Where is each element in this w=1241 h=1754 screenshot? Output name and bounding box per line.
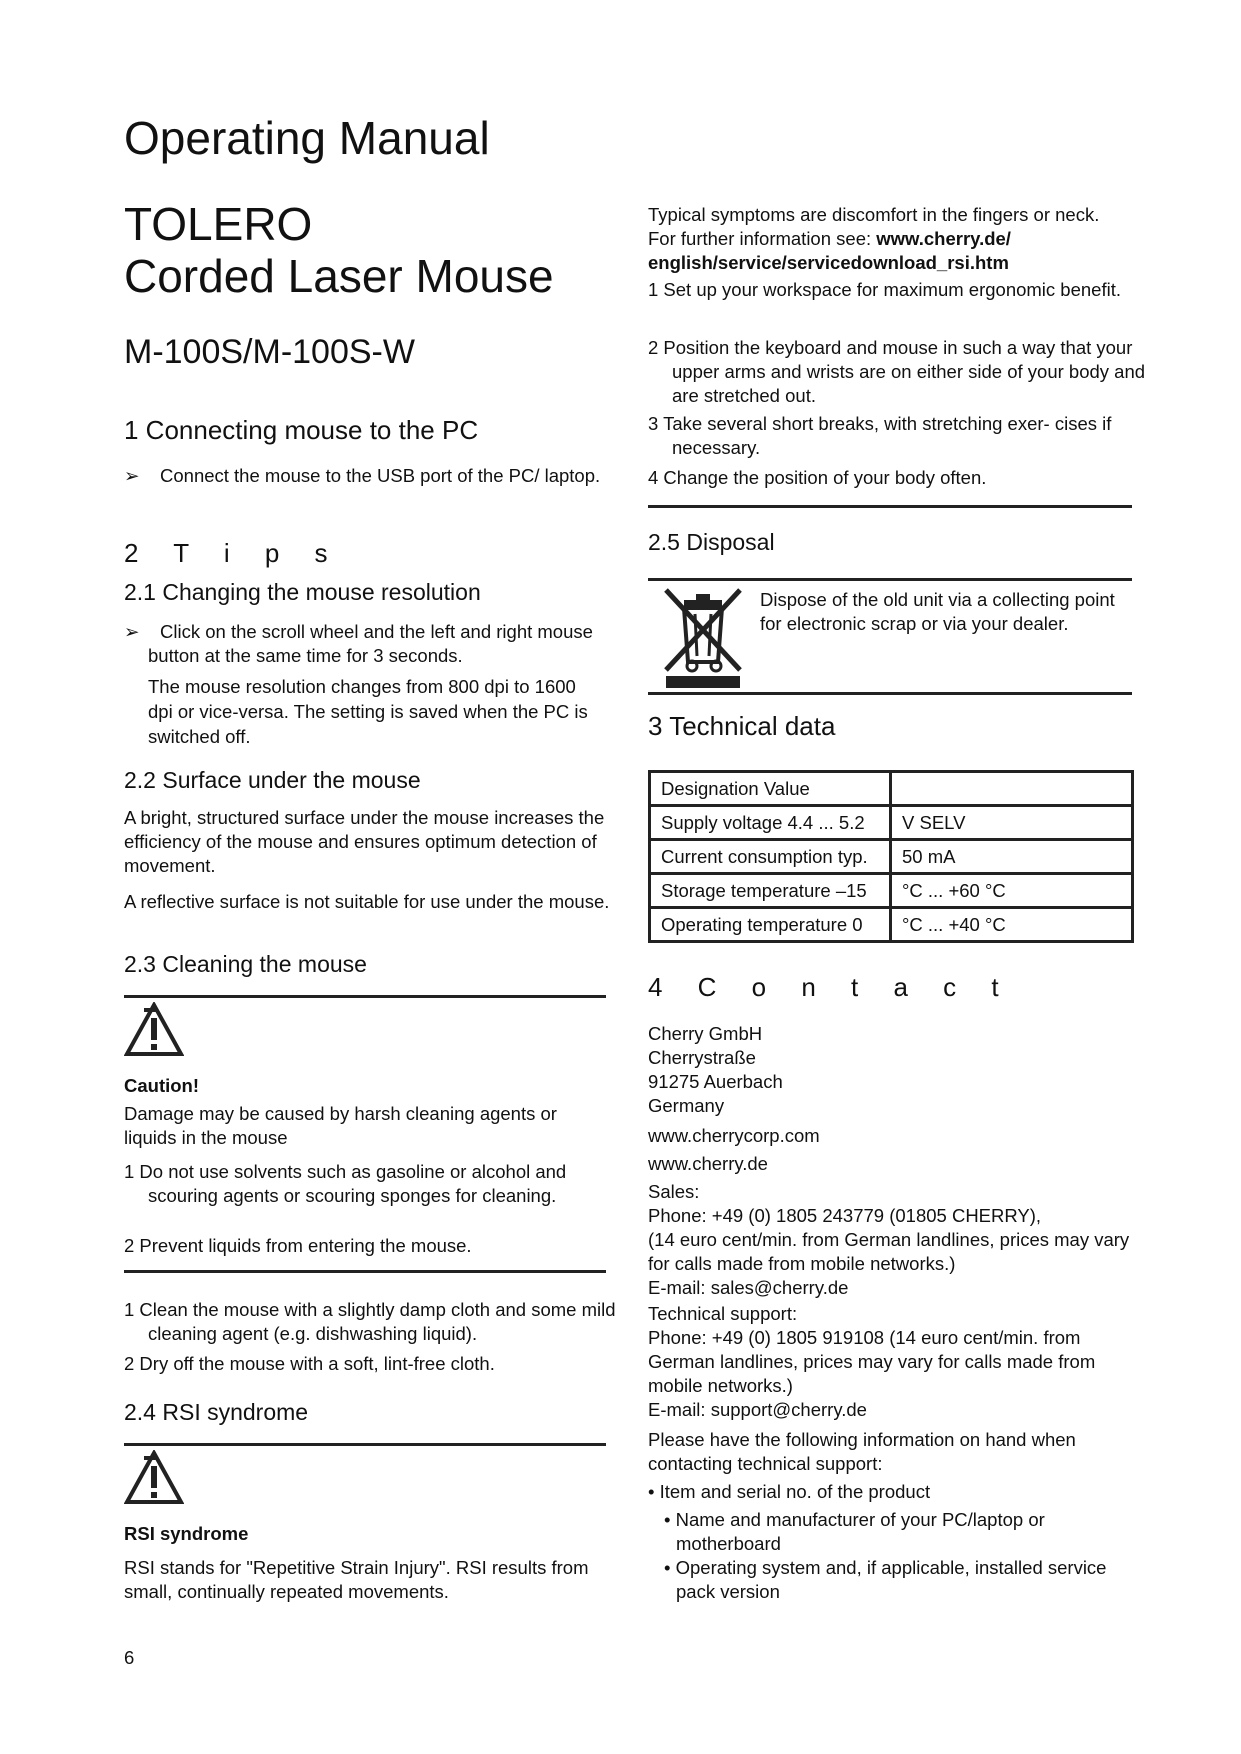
- table-cell: °C ... +60 °C: [891, 874, 1133, 908]
- rsi-link: www.cherry.de/: [876, 228, 1011, 249]
- warning-icon: [124, 1002, 184, 1058]
- arrow-bullet-icon: ➢: [124, 465, 140, 486]
- warning-icon: [124, 1450, 184, 1506]
- section-3-heading: 3 Technical data: [648, 711, 836, 741]
- contact-support: [648, 1302, 1128, 1422]
- contact-country: Germany: [648, 1095, 725, 1116]
- table-cell: °C ... +40 °C: [891, 908, 1133, 942]
- support-info-item-1: • Item and serial no. of the product: [648, 1481, 931, 1502]
- rsi-box-title: RSI syndrome: [124, 1523, 249, 1544]
- caution-text: Damage may be caused by harsh cleaning agents or liquids in the mouse: [124, 1103, 557, 1148]
- contact-web-2[interactable]: www.cherry.de: [648, 1153, 768, 1174]
- page-title: Operating Manual: [124, 112, 490, 164]
- contact-sales: [648, 1180, 1138, 1300]
- table-cell: Current consumption typ.: [650, 840, 891, 874]
- sales-label: Sales:: [648, 1181, 700, 1202]
- weee-bin-icon: [660, 584, 746, 690]
- table-cell: [891, 772, 1133, 806]
- section-2-5-heading: 2.5 Disposal: [648, 529, 775, 555]
- section-2-2-paragraph-2: A reflective surface is not suitable for use under the mouse.: [124, 891, 610, 912]
- caution-top-rule: [124, 995, 606, 998]
- product-name-line2: Corded Laser Mouse: [124, 250, 554, 302]
- section-1-heading: 1 Connecting mouse to the PC: [124, 415, 479, 445]
- support-phone: Phone: +49 (0) 1805 919108 (14 euro cent/min. from German landlines, prices may vary for calls made from mobile networks.): [648, 1327, 1096, 1396]
- page-number: 6: [124, 1647, 135, 1668]
- table-cell: 50 mA: [891, 840, 1133, 874]
- support-info-item-3: • Operating system and, if applicable, installed service pack version: [664, 1557, 1107, 1602]
- caution-item-1: 1 Do not use solvents such as gasoline or alcohol and scouring agents or scouring sponges for cleaning.: [124, 1161, 567, 1206]
- sales-email[interactable]: E-mail: sales@cherry.de: [648, 1277, 849, 1298]
- disposal-bottom-rule: [648, 692, 1132, 695]
- table-row: [650, 908, 1133, 942]
- contact-web-1[interactable]: www.cherrycorp.com: [648, 1125, 820, 1146]
- rsi-item-4: 4 Change the position of your body often.: [648, 467, 987, 488]
- technical-data-table: [648, 770, 1134, 943]
- rsi-item-3: 3 Take several short breaks, with stretching exer- cises if necessary.: [648, 413, 1112, 458]
- support-email[interactable]: E-mail: support@cherry.de: [648, 1399, 867, 1420]
- table-cell: Operating temperature 0: [650, 908, 891, 942]
- section-2-1-heading: 2.1 Changing the mouse resolution: [124, 579, 481, 605]
- section-2-3-heading: 2.3 Cleaning the mouse: [124, 951, 367, 977]
- cleaning-step-2: 2 Dry off the mouse with a soft, lint-free cloth.: [124, 1353, 495, 1374]
- contact-company: Cherry GmbH: [648, 1023, 763, 1044]
- table-row: [650, 874, 1133, 908]
- sales-note: (14 euro cent/min. from German landlines, prices may vary for calls made from mobile networks.): [648, 1229, 1130, 1274]
- caution-item-2: 2 Prevent liquids from entering the mouse.: [124, 1235, 472, 1256]
- rsi-top-rule: [124, 1443, 606, 1446]
- contact-street: Cherrystraße: [648, 1047, 756, 1068]
- table-row: [650, 772, 1133, 806]
- section-4-heading: 4 C o n t a c t: [648, 972, 1013, 1002]
- rsi-symptoms: Typical symptoms are discomfort in the fingers or neck. For further information see: www.cherry.de/ english/service/servicedownload_rsi.htm: [648, 204, 1100, 273]
- table-cell: V SELV: [891, 806, 1133, 840]
- arrow-bullet-icon: ➢: [124, 621, 140, 642]
- support-label: Technical support:: [648, 1303, 798, 1324]
- table-cell: Supply voltage 4.4 ... 5.2: [650, 806, 891, 840]
- sales-phone: Phone: +49 (0) 1805 243779 (01805 CHERRY),: [648, 1205, 1042, 1226]
- section-1-bullet: ➢ Connect the mouse to the USB port of the PC/ laptop.: [124, 465, 601, 486]
- table-cell: Storage temperature –15: [650, 874, 891, 908]
- contact-city: 91275 Auerbach: [648, 1071, 783, 1092]
- rsi-end-rule: [648, 505, 1132, 508]
- section-2-4-heading: 2.4 RSI syndrome: [124, 1399, 309, 1425]
- rsi-item-1: 1 Set up your workspace for maximum ergonomic benefit.: [648, 279, 1121, 300]
- rsi-box-text: RSI stands for "Repetitive Strain Injury". RSI results from small, continually repeated movements.: [124, 1557, 589, 1602]
- caution-bottom-rule: [124, 1270, 606, 1273]
- section-2-2-heading: 2.2 Surface under the mouse: [124, 767, 421, 793]
- rsi-link-cont: english/service/servicedownload_rsi.htm: [648, 252, 1009, 273]
- disposal-top-rule: [648, 578, 1132, 581]
- contact-address: [648, 1022, 1128, 1118]
- rsi-item-2: 2 Position the keyboard and mouse in such a way that your upper arms and wrists are on either side of your body and are stretched out.: [648, 337, 1146, 406]
- section-2-2-paragraph-1: A bright, structured surface under the mouse increases the efficiency of the mouse and ensures optimum detection of movement.: [124, 807, 605, 876]
- support-info-intro: Please have the following information on hand when contacting technical support:: [648, 1429, 1076, 1474]
- table-row: [650, 806, 1133, 840]
- model-number: M-100S/M-100S-W: [124, 333, 415, 371]
- section-2-1-bullet: ➢ Click on the scroll wheel and the left and right mouse button at the same time for 3 seconds.: [124, 621, 593, 666]
- caution-title: Caution!: [124, 1075, 200, 1096]
- cleaning-step-1: 1 Clean the mouse with a slightly damp cloth and some mild cleaning agent (e.g. dishwashing liquid).: [124, 1299, 616, 1344]
- product-name-line1: TOLERO: [124, 198, 313, 250]
- table-row: [650, 840, 1133, 874]
- section-2-heading: 2 T i p s: [124, 538, 342, 568]
- table-cell: Designation Value: [650, 772, 891, 806]
- section-2-1-paragraph: The mouse resolution changes from 800 dpi to 1600 dpi or vice-versa. The setting is saved when the PC is switched off.: [148, 676, 588, 747]
- support-info-item-2: • Name and manufacturer of your PC/laptop or motherboard: [664, 1509, 1045, 1554]
- disposal-text: Dispose of the old unit via a collecting point for electronic scrap or via your dealer.: [760, 589, 1115, 634]
